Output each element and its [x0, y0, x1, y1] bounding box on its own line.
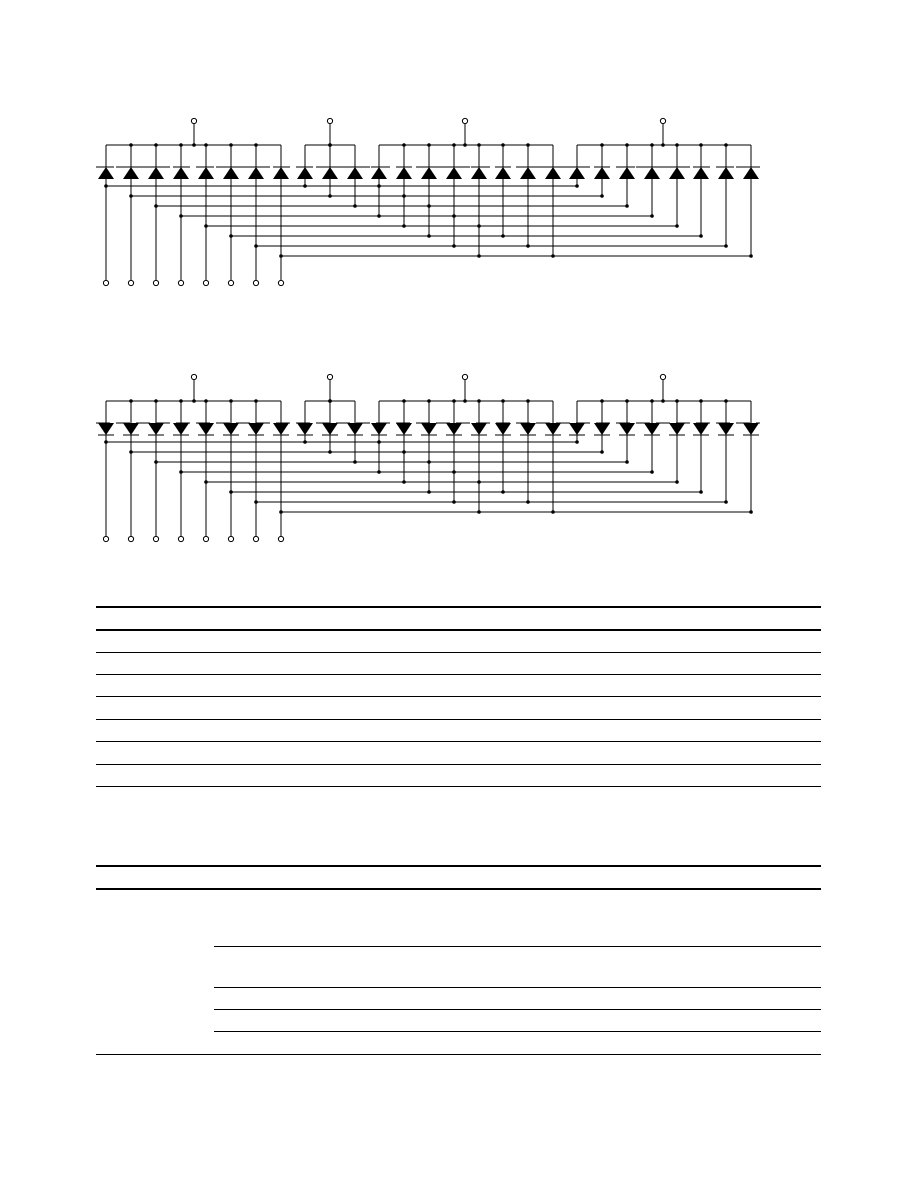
diode-icon	[322, 167, 338, 179]
diode-icon	[347, 167, 363, 179]
junction-dot	[328, 450, 332, 454]
junction-dot	[600, 450, 604, 454]
junction-dot	[526, 500, 530, 504]
terminal-icon	[253, 280, 258, 285]
junction-dot	[625, 460, 629, 464]
diode-icon	[471, 167, 487, 179]
junction-dot	[600, 194, 604, 198]
diode-icon	[545, 423, 561, 435]
terminal-icon	[178, 536, 183, 541]
junction-dot	[575, 440, 579, 444]
junction-dot	[452, 244, 456, 248]
diode-icon	[594, 167, 610, 179]
junction-dot	[575, 184, 579, 188]
diode-icon	[396, 167, 412, 179]
diode-icon	[644, 423, 660, 435]
junction-dot	[463, 399, 467, 403]
diode-icon	[594, 423, 610, 435]
junction-dot	[650, 470, 654, 474]
diode-icon	[421, 423, 437, 435]
diode-icon	[669, 423, 685, 435]
terminal-icon	[278, 536, 283, 541]
terminal-icon	[228, 536, 233, 541]
diode-icon	[396, 423, 412, 435]
terminal-icon	[462, 118, 467, 123]
junction-dot	[699, 399, 703, 403]
terminal-icon	[128, 280, 133, 285]
junction-dot	[427, 399, 431, 403]
terminal-icon	[103, 280, 108, 285]
junction-dot	[353, 460, 357, 464]
junction-dot	[661, 143, 665, 147]
terminal-icon	[462, 374, 467, 379]
diode-icon	[248, 167, 264, 179]
diode-icon	[743, 423, 759, 435]
junction-dot	[229, 399, 233, 403]
diode-icon	[520, 167, 536, 179]
junction-dot	[501, 490, 505, 494]
junction-dot	[402, 224, 406, 228]
table-row-rule	[96, 696, 821, 697]
terminal-icon	[660, 118, 665, 123]
junction-dot	[427, 490, 431, 494]
terminal-icon	[660, 374, 665, 379]
junction-dot	[377, 214, 381, 218]
junction-dot	[192, 399, 196, 403]
junction-dot	[328, 399, 332, 403]
diode-icon	[446, 423, 462, 435]
junction-dot	[526, 399, 530, 403]
junction-dot	[463, 143, 467, 147]
junction-dot	[675, 480, 679, 484]
diode-icon	[371, 167, 387, 179]
diode-icon	[718, 167, 734, 179]
junction-dot	[402, 480, 406, 484]
diode-icon	[297, 423, 313, 435]
junction-dot	[229, 143, 233, 147]
junction-dot	[699, 490, 703, 494]
table-header-rule	[96, 629, 821, 631]
junction-dot	[402, 399, 406, 403]
diode-icon	[198, 423, 214, 435]
junction-dot	[600, 143, 604, 147]
junction-dot	[353, 204, 357, 208]
table-row-rule	[96, 674, 821, 675]
terminal-icon	[191, 118, 196, 123]
junction-dot	[625, 399, 629, 403]
junction-dot	[254, 143, 258, 147]
junction-dot	[204, 399, 208, 403]
diode-icon	[273, 167, 289, 179]
junction-dot	[129, 399, 133, 403]
junction-dot	[699, 143, 703, 147]
diode-icon	[273, 423, 289, 435]
junction-dot	[749, 254, 753, 258]
junction-dot	[452, 500, 456, 504]
table-bottom-rule	[96, 786, 821, 787]
junction-dot	[650, 143, 654, 147]
junction-dot	[328, 194, 332, 198]
table-top-rule	[96, 606, 821, 608]
junction-dot	[303, 184, 307, 188]
diode-icon	[347, 423, 363, 435]
table-row-rule	[96, 652, 821, 653]
terminal-icon	[327, 118, 332, 123]
diode-icon	[545, 167, 561, 179]
terminal-icon	[327, 374, 332, 379]
junction-dot	[625, 204, 629, 208]
diode-icon	[98, 423, 114, 435]
terminal-icon	[253, 536, 258, 541]
junction-dot	[154, 399, 158, 403]
junction-dot	[661, 399, 665, 403]
diode-icon	[297, 167, 313, 179]
diode-icon	[495, 423, 511, 435]
diode-icon	[569, 167, 585, 179]
junction-dot	[452, 399, 456, 403]
junction-dot	[477, 143, 481, 147]
junction-dot	[179, 399, 183, 403]
diode-icon	[148, 423, 164, 435]
diode-icon	[198, 167, 214, 179]
junction-dot	[724, 399, 728, 403]
table-row-rule	[96, 719, 821, 720]
schematic-diagram-common-cathode	[0, 356, 918, 656]
diode-icon	[619, 167, 635, 179]
junction-dot	[749, 510, 753, 514]
junction-dot	[477, 510, 481, 514]
diode-icon	[520, 423, 536, 435]
diode-icon	[371, 423, 387, 435]
diode-icon	[173, 423, 189, 435]
junction-dot	[625, 143, 629, 147]
junction-dot	[452, 143, 456, 147]
diode-icon	[471, 423, 487, 435]
junction-dot	[551, 510, 555, 514]
diode-icon	[743, 167, 759, 179]
junction-dot	[600, 399, 604, 403]
junction-dot	[526, 143, 530, 147]
terminal-icon	[153, 280, 158, 285]
junction-dot	[328, 143, 332, 147]
junction-dot	[650, 399, 654, 403]
junction-dot	[675, 143, 679, 147]
terminal-icon	[278, 280, 283, 285]
junction-dot	[551, 254, 555, 258]
junction-dot	[204, 143, 208, 147]
diode-icon	[223, 423, 239, 435]
terminal-icon	[153, 536, 158, 541]
terminal-icon	[103, 536, 108, 541]
diode-icon	[569, 423, 585, 435]
diode-icon	[322, 423, 338, 435]
terminal-icon	[178, 280, 183, 285]
terminal-icon	[228, 280, 233, 285]
junction-dot	[179, 143, 183, 147]
table-row-rule	[214, 1031, 821, 1032]
table-header-rule	[96, 888, 821, 890]
diode-icon	[693, 423, 709, 435]
junction-dot	[477, 254, 481, 258]
diode-icon	[669, 167, 685, 179]
junction-dot	[427, 234, 431, 238]
diode-icon	[98, 167, 114, 179]
table-row-rule	[96, 741, 821, 742]
table-row-rule	[214, 1009, 821, 1010]
diode-icon	[248, 423, 264, 435]
diode-icon	[718, 423, 734, 435]
table-top-rule	[96, 865, 821, 867]
diode-icon	[148, 167, 164, 179]
junction-dot	[501, 399, 505, 403]
diode-icon	[644, 167, 660, 179]
terminal-icon	[203, 280, 208, 285]
junction-dot	[724, 244, 728, 248]
diode-icon	[123, 423, 139, 435]
junction-dot	[154, 143, 158, 147]
diode-icon	[421, 167, 437, 179]
junction-dot	[526, 244, 530, 248]
junction-dot	[402, 143, 406, 147]
junction-dot	[254, 399, 258, 403]
terminal-icon	[191, 374, 196, 379]
table-row-rule	[214, 946, 821, 947]
junction-dot	[303, 440, 307, 444]
schematic-diagram-common-anode	[0, 100, 918, 400]
junction-dot	[650, 214, 654, 218]
junction-dot	[724, 500, 728, 504]
diode-icon	[495, 167, 511, 179]
table-row-rule	[214, 987, 821, 988]
junction-dot	[699, 234, 703, 238]
table-row-rule	[96, 764, 821, 765]
junction-dot	[427, 143, 431, 147]
junction-dot	[501, 143, 505, 147]
junction-dot	[377, 470, 381, 474]
junction-dot	[477, 399, 481, 403]
table-bottom-rule	[96, 1054, 821, 1055]
terminal-icon	[128, 536, 133, 541]
diode-icon	[619, 423, 635, 435]
junction-dot	[724, 143, 728, 147]
diode-icon	[223, 167, 239, 179]
junction-dot	[675, 224, 679, 228]
diode-icon	[123, 167, 139, 179]
junction-dot	[675, 399, 679, 403]
junction-dot	[501, 234, 505, 238]
diode-icon	[446, 167, 462, 179]
terminal-icon	[203, 536, 208, 541]
diode-icon	[693, 167, 709, 179]
diode-icon	[173, 167, 189, 179]
junction-dot	[129, 143, 133, 147]
junction-dot	[192, 143, 196, 147]
